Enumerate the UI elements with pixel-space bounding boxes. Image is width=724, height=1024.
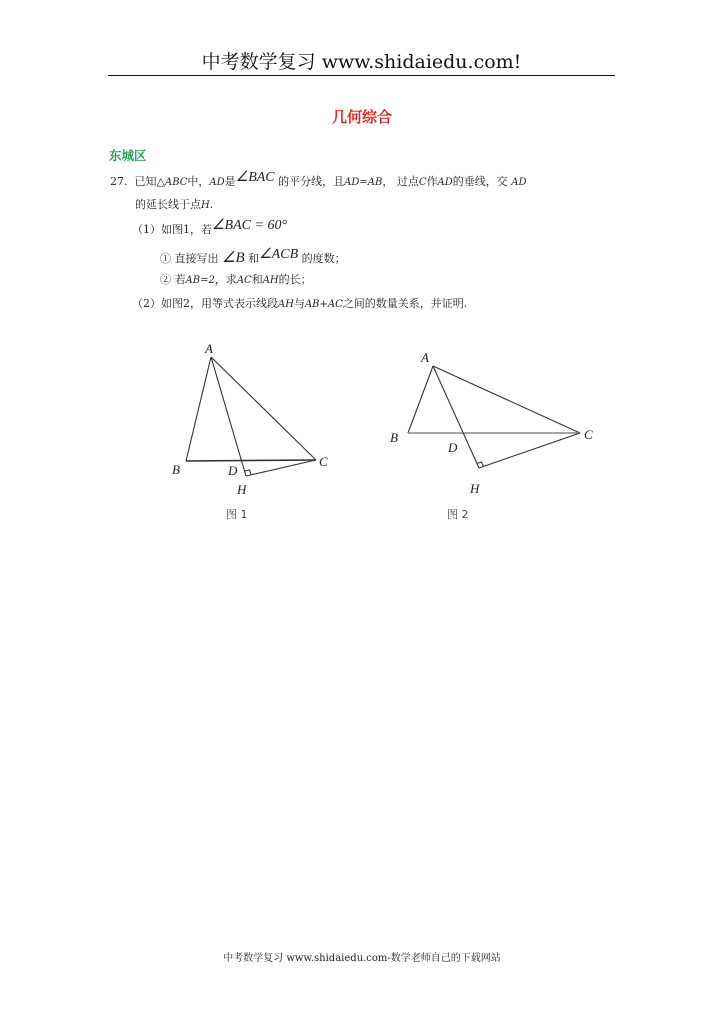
fig2-label-c: C <box>584 427 593 442</box>
page-header: 中考数学复习 www.shidaiedu.com! <box>201 51 522 73</box>
fig2-label-h: H <box>470 481 480 496</box>
part-1-prompt: （1）如图1，若∠BAC = 60° <box>132 218 288 236</box>
question-1: ① 直接写出 ∠B 和∠ACB 的度数； <box>160 247 346 266</box>
angle-condition: ∠BAC = 60° <box>212 218 288 233</box>
section-title: 几何综合 <box>331 108 392 126</box>
part-2-prompt: （2）如图2，用等式表示线段AH与AB+AC之间的数量关系，并证明. <box>132 297 468 310</box>
fig1-label-h: H <box>237 482 247 497</box>
question-2: ② 若AB=2，求AC和AH的长； <box>160 273 312 286</box>
fig1-label-c: C <box>319 454 328 469</box>
page-footer: 中考数学复习 www.shidaiedu.com-数学老师自己的下载网站 <box>223 953 501 964</box>
problem-number: 27. <box>110 175 128 188</box>
fig1-label-d: D <box>228 463 238 478</box>
district-label: 东城区 <box>109 148 147 163</box>
header-divider <box>108 75 615 76</box>
fig1-label-b: B <box>172 462 180 477</box>
fig2-label-a: A <box>421 350 429 365</box>
figure-2-caption: 图 2 <box>447 508 469 521</box>
fig2-label-d: D <box>448 440 458 455</box>
angle-bac: ∠BAC <box>235 170 275 185</box>
fig1-label-a: A <box>205 341 213 356</box>
problem-line-1: 27. 已知△ABC中，AD是∠BAC 的平分线，且AD=AB， 过点C作AD的垂线，交 AD <box>110 170 527 188</box>
fig2-label-b: B <box>390 430 398 445</box>
problem-line-2: 的延长线于点H. <box>135 198 214 211</box>
figure-1-caption: 图 1 <box>226 508 248 521</box>
